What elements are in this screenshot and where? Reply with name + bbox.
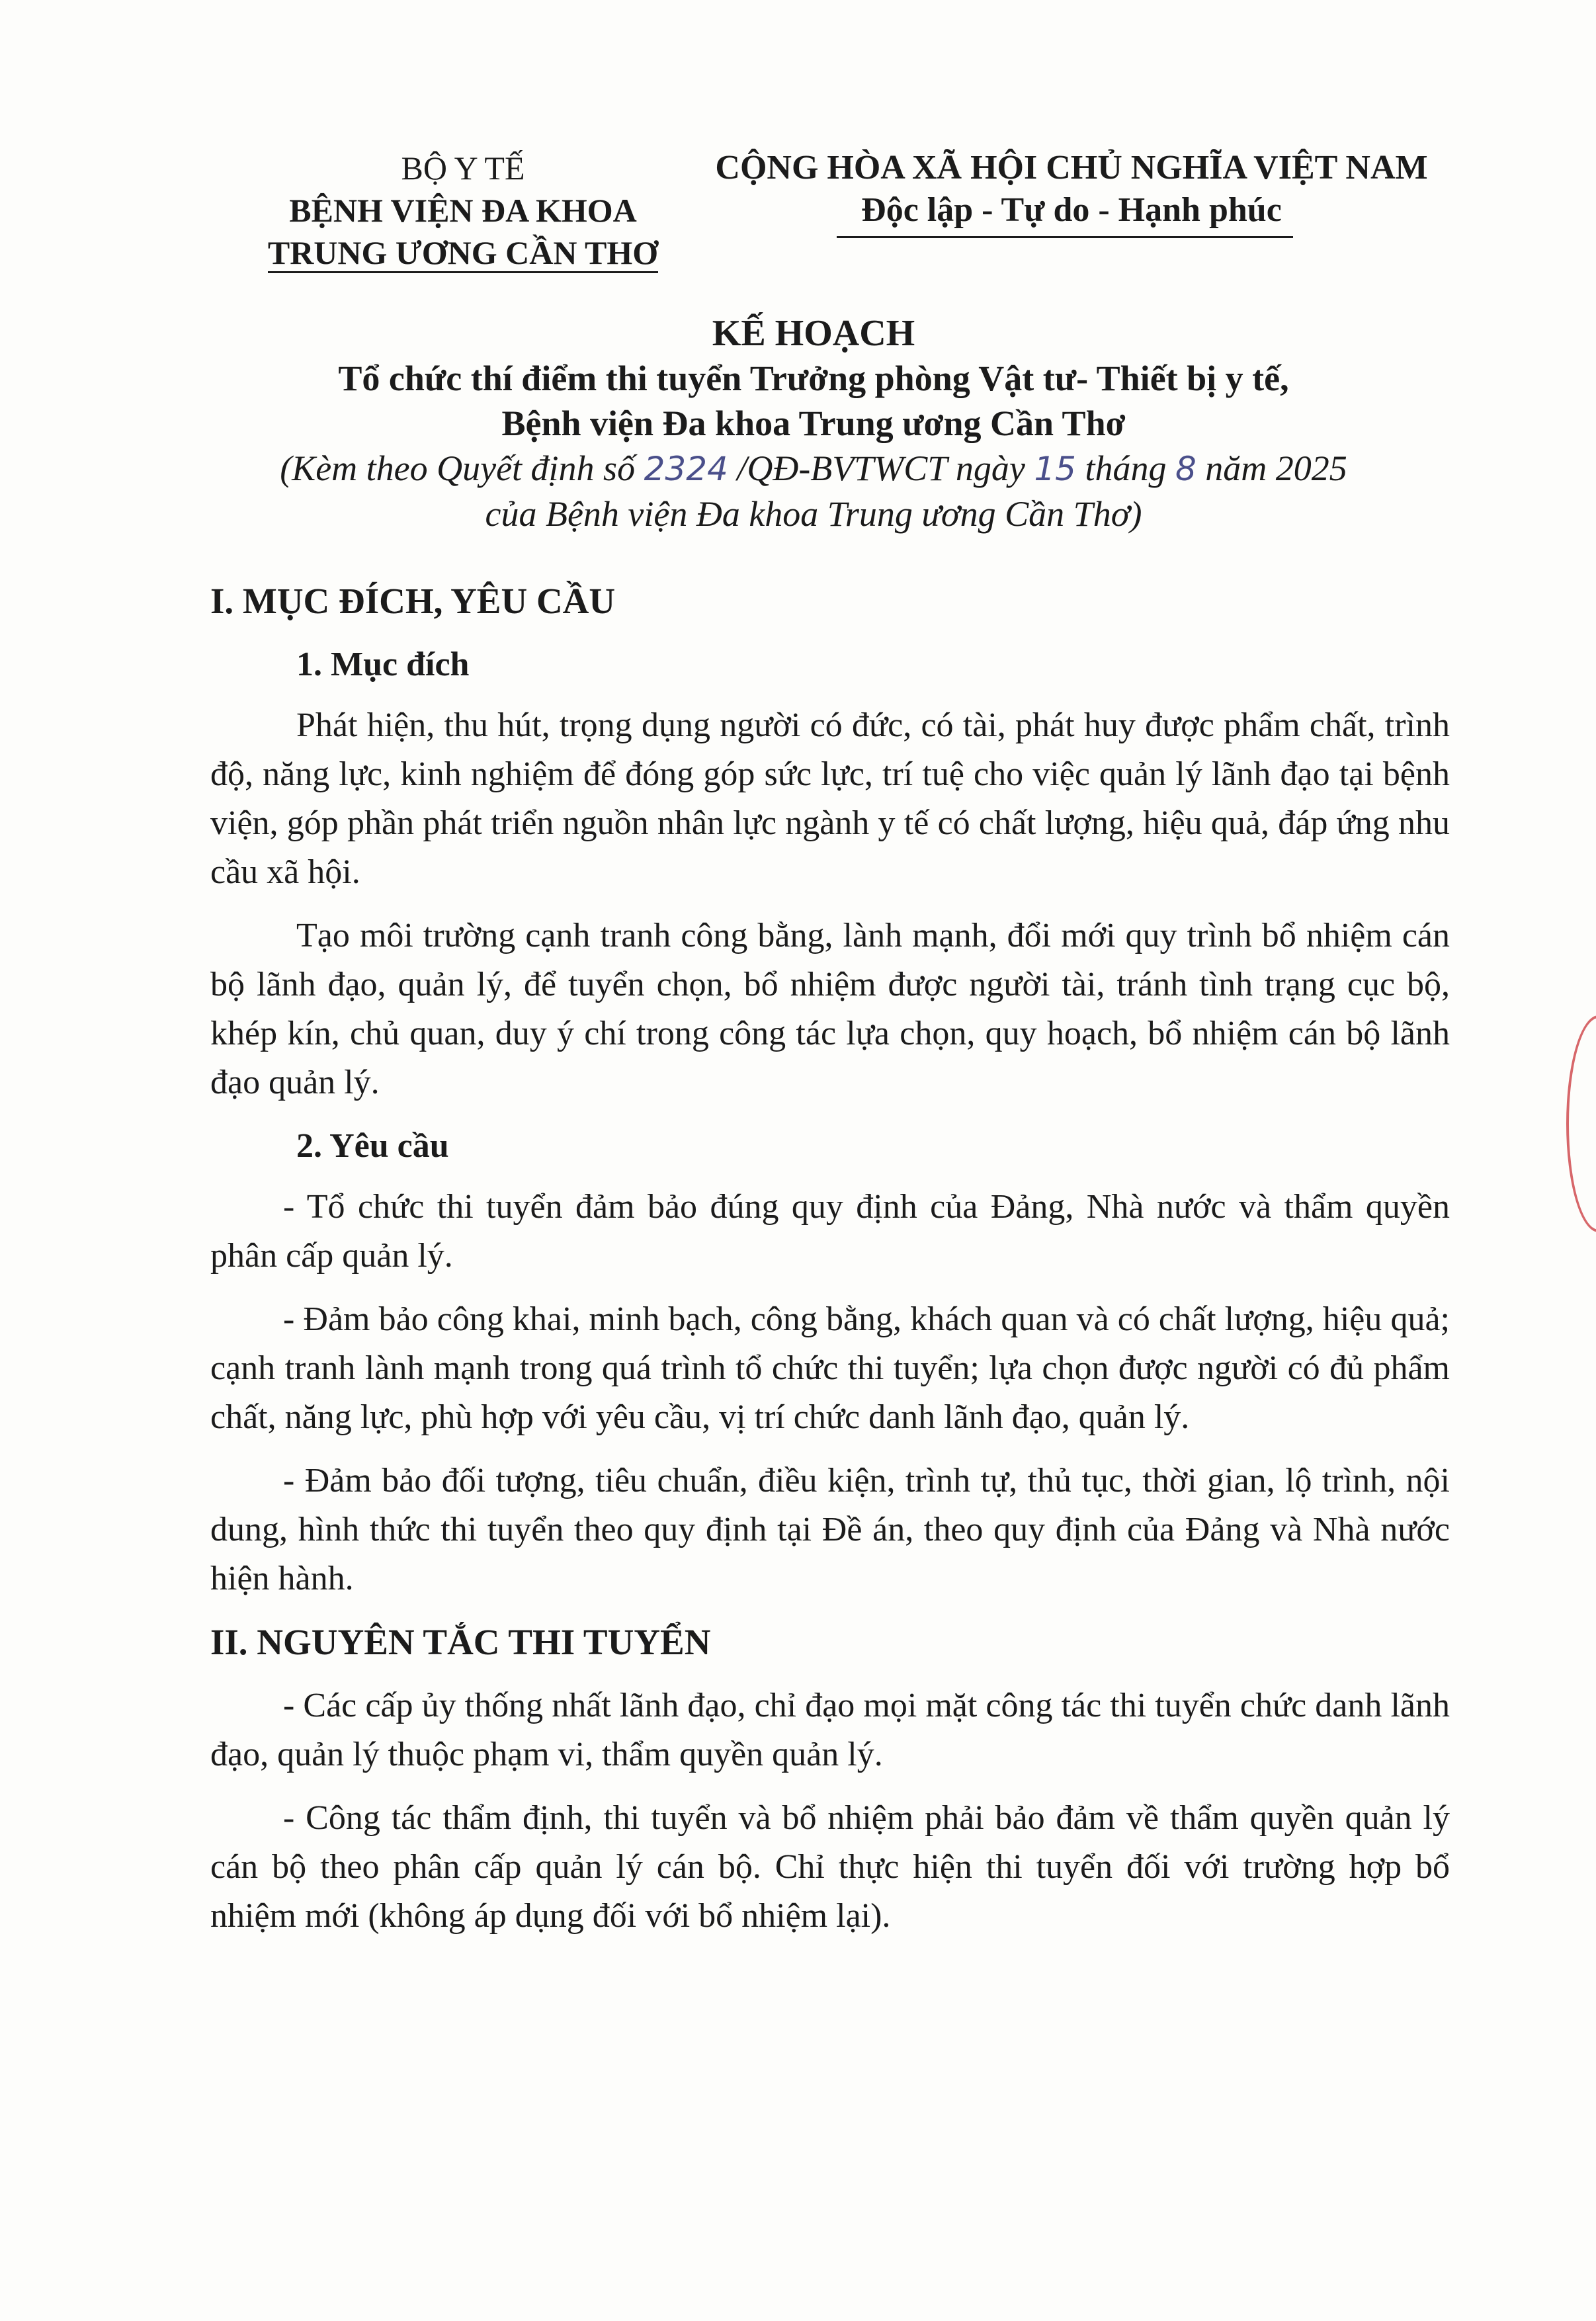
red-seal-edge xyxy=(1566,1015,1596,1232)
national-motto: Độc lập - Tự do - Hạnh phúc xyxy=(861,191,1282,229)
document-body xyxy=(210,577,1450,1955)
reference-year: năm 2025 xyxy=(1205,448,1347,488)
requirement-item: - Đảm bảo đối tượng, tiêu chuẩn, điều kiện, trình tự, thủ tục, thời gian, lộ trình, nội dung, hình thức thi tuyển theo quy định tại Đề án, theo quy định của Đảng và Nhà nước hiện hành. xyxy=(210,1462,1450,1597)
paragraph-purpose-1: Phát hiện, thu hút, trọng dụng người có đức, có tài, phát huy được phẩm chất, trình độ, năng lực, kinh nghiệm để đóng góp sức lực, trí tuệ cho việc quản lý lãnh đạo tại bệnh viện, góp phần phát triển nguồn nhân lực ngành y tế có chất lượng, hiệu quả, đáp ứng nhu cầu xã hội. xyxy=(210,706,1450,891)
reference-prefix: (Kèm theo Quyết định số xyxy=(280,448,636,488)
month-label: tháng xyxy=(1085,448,1167,488)
handwritten-month: 8 xyxy=(1175,450,1197,488)
subheading-requirements: 2. Yêu cầu xyxy=(296,1127,449,1165)
issuing-agency-header xyxy=(251,147,675,274)
country-name: CỘNG HÒA XÃ HỘI CHỦ NGHĨA VIỆT NAM xyxy=(715,149,1428,187)
hospital-name-line1: BỆNH VIỆN ĐA KHOA xyxy=(289,192,637,229)
handwritten-day: 15 xyxy=(1034,450,1076,488)
requirement-item: - Đảm bảo công khai, minh bạch, công bằng, khách quan và có chất lượng, hiệu quả; cạnh tranh lành mạnh trong quá trình tổ chức thi tuyển; lựa chọn được người có đủ phẩm chất, năng lực, phù hợp với yêu cầu, vị trí chức danh lãnh đạo, quản lý. xyxy=(210,1300,1450,1436)
decision-reference-line xyxy=(198,446,1429,491)
decision-reference-line2: của Bệnh viện Đa khoa Trung ương Cần Thơ) xyxy=(485,494,1142,534)
document-subject-line2: Bệnh viện Đa khoa Trung ương Cần Thơ xyxy=(501,403,1126,443)
document-title-block xyxy=(198,311,1429,536)
document-type-heading: KẾ HOẠCH xyxy=(712,313,915,354)
section-heading-purpose-requirements: I. MỤC ĐÍCH, YÊU CẦU xyxy=(210,581,616,621)
subheading-purpose: 1. Mục đích xyxy=(296,646,470,683)
principle-item: - Công tác thẩm định, thi tuyển và bổ nhiệm phải bảo đảm về thẩm quyền quản lý cán bộ theo phân cấp quản lý cán bộ. Chỉ thực hiện thi tuyển đối với trường hợp bổ nhiệm mới (không áp dụng đối với bổ nhiệm lại). xyxy=(210,1799,1450,1935)
principle-item: - Các cấp ủy thống nhất lãnh đạo, chỉ đạo mọi mặt công tác thi tuyển chức danh lãnh đạo, quản lý thuộc phạm vi, thẩm quyền quản lý. xyxy=(210,1687,1450,1773)
reference-code: /QĐ-BVTWCT ngày xyxy=(737,448,1025,488)
motto-underline xyxy=(837,236,1293,238)
document-subject-line1: Tổ chức thí điểm thi tuyển Trưởng phòng Vật tư- Thiết bị y tế, xyxy=(338,359,1289,398)
hospital-name-line2: TRUNG ƯƠNG CẦN THƠ xyxy=(268,234,658,273)
requirement-item: - Tổ chức thi tuyển đảm bảo đúng quy định của Đảng, Nhà nước và thẩm quyền phân cấp quản lý. xyxy=(210,1188,1450,1275)
national-header xyxy=(688,147,1455,232)
handwritten-decision-number: 2324 xyxy=(644,450,728,488)
paragraph-purpose-2: Tạo môi trường cạnh tranh công bằng, lành mạnh, đổi mới quy trình bổ nhiệm cán bộ lãnh đạo, quản lý, để tuyển chọn, bổ nhiệm được người tài, tránh tình trạng cục bộ, khép kín, chủ quan, duy ý chí trong công tác lựa chọn, quy hoạch, bổ nhiệm cán bộ lãnh đạo quản lý. xyxy=(210,917,1450,1101)
ministry-name: BỘ Y TẾ xyxy=(401,149,525,187)
section-heading-principles: II. NGUYÊN TẮC THI TUYỂN xyxy=(210,1622,711,1662)
